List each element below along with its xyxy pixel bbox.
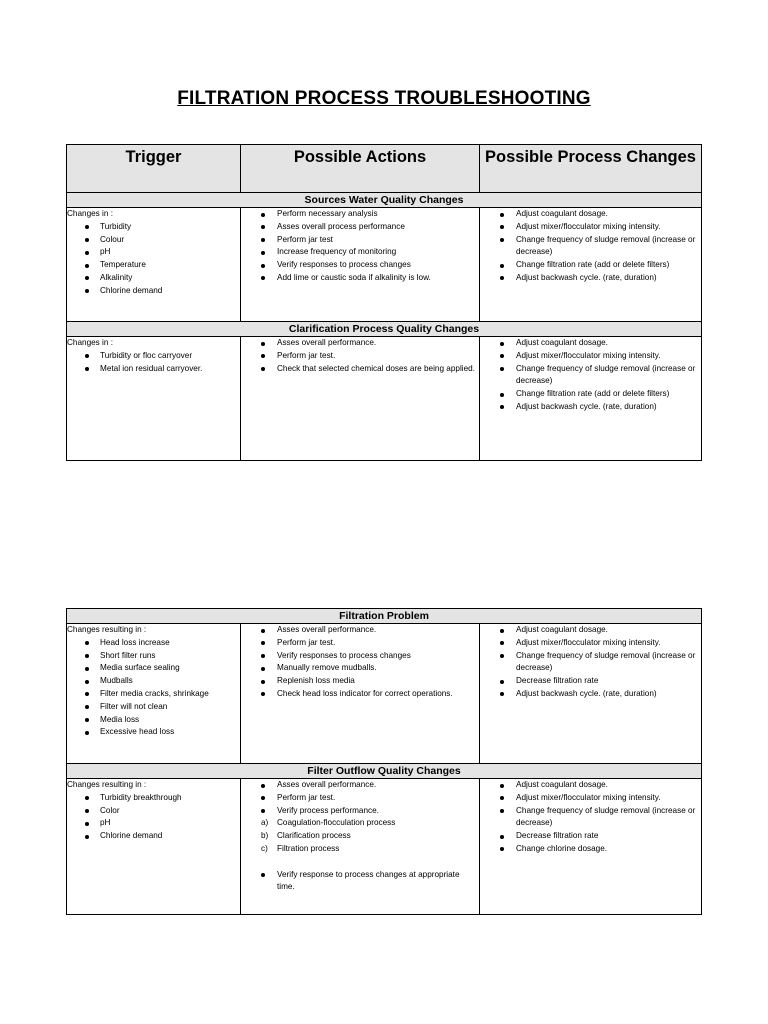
list-item: Decrease filtration rate bbox=[480, 675, 701, 688]
actions-sublist bbox=[241, 817, 479, 855]
list-item: Filter media cracks, shrinkage bbox=[67, 688, 240, 701]
sub-item-label: a) bbox=[261, 818, 269, 828]
list-item: Verify responses to process changes bbox=[241, 259, 479, 272]
table-row bbox=[67, 624, 702, 764]
list-item: pH bbox=[67, 817, 240, 830]
sub-item-text: Filtration process bbox=[277, 843, 340, 853]
list-item: Adjust coagulant dosage. bbox=[480, 779, 701, 792]
list-item: Change filtration rate (add or delete filters) bbox=[480, 388, 701, 401]
section-header-row bbox=[67, 764, 702, 779]
troubleshooting-table-1 bbox=[66, 144, 702, 461]
section-title-clarification: Clarification Process Quality Changes bbox=[67, 322, 702, 337]
list-item: Perform jar test. bbox=[241, 792, 479, 805]
actions-cell bbox=[241, 208, 480, 322]
list-item: Adjust mixer/flocculator mixing intensity. bbox=[480, 637, 701, 650]
header-trigger: Trigger bbox=[67, 145, 241, 193]
list-item: Change frequency of sludge removal (increase or decrease) bbox=[480, 234, 701, 260]
list-item: Adjust backwash cycle. (rate, duration) bbox=[480, 688, 701, 701]
list-item: Increase frequency of monitoring bbox=[241, 246, 479, 259]
list-item: Chlorine demand bbox=[67, 285, 240, 298]
list-item: Short filter runs bbox=[67, 650, 240, 663]
trigger-cell bbox=[67, 779, 241, 915]
actions-cell bbox=[241, 624, 480, 764]
list-item: Asses overall performance. bbox=[241, 779, 479, 792]
list-item: Adjust backwash cycle. (rate, duration) bbox=[480, 401, 701, 414]
changes-cell bbox=[480, 337, 702, 461]
list-item: Head loss increase bbox=[67, 637, 240, 650]
trigger-intro: Changes resulting in : bbox=[67, 625, 147, 634]
list-item: Colour bbox=[67, 234, 240, 247]
list-item: Check that selected chemical doses are being applied. bbox=[241, 363, 479, 376]
list-item: Verify response to process changes at appropriate time. bbox=[241, 869, 479, 895]
list-item: Perform jar test bbox=[241, 234, 479, 247]
list-item: Temperature bbox=[67, 259, 240, 272]
changes-list bbox=[480, 208, 701, 285]
actions-list bbox=[241, 624, 479, 701]
list-item: Change frequency of sludge removal (increase or decrease) bbox=[480, 805, 701, 831]
list-item: Adjust coagulant dosage. bbox=[480, 208, 701, 221]
list-item: Asses overall performance. bbox=[241, 624, 479, 637]
page-title: FILTRATION PROCESS TROUBLESHOOTING bbox=[177, 88, 591, 109]
section-header-row bbox=[67, 322, 702, 337]
list-item: Turbidity breakthrough bbox=[67, 792, 240, 805]
list-item: Decrease filtration rate bbox=[480, 830, 701, 843]
actions-cell bbox=[241, 337, 480, 461]
list-item: pH bbox=[67, 246, 240, 259]
list-item: Adjust backwash cycle. (rate, duration) bbox=[480, 272, 701, 285]
sub-list-item bbox=[241, 817, 479, 830]
table-row bbox=[67, 337, 702, 461]
changes-cell bbox=[480, 624, 702, 764]
list-item: Mudballs bbox=[67, 675, 240, 688]
list-item: Asses overall process performance bbox=[241, 221, 479, 234]
trigger-list bbox=[67, 221, 240, 298]
list-item: Metal ion residual carryover. bbox=[67, 363, 240, 376]
section-title-filter-outflow: Filter Outflow Quality Changes bbox=[67, 764, 702, 779]
list-item: Perform jar test. bbox=[241, 637, 479, 650]
list-item: Perform necessary analysis bbox=[241, 208, 479, 221]
list-item: Turbidity or floc carryover bbox=[67, 350, 240, 363]
section-header-row bbox=[67, 193, 702, 208]
trigger-list bbox=[67, 792, 240, 843]
changes-list bbox=[480, 779, 701, 856]
trigger-cell bbox=[67, 337, 241, 461]
list-item: Adjust mixer/flocculator mixing intensity. bbox=[480, 792, 701, 805]
list-item: Add lime or caustic soda if alkalinity is low. bbox=[241, 272, 479, 285]
list-item: Filter will not clean bbox=[67, 701, 240, 714]
list-item: Verify process performance. bbox=[241, 805, 479, 818]
section-header-row bbox=[67, 609, 702, 624]
header-possible-process-changes: Possible Process Changes bbox=[480, 145, 702, 193]
trigger-cell bbox=[67, 624, 241, 764]
trigger-intro: Changes in : bbox=[67, 209, 113, 218]
trigger-list bbox=[67, 350, 240, 376]
list-item: Chlorine demand bbox=[67, 830, 240, 843]
header-row bbox=[67, 145, 702, 193]
section-title-filtration-problem: Filtration Problem bbox=[67, 609, 702, 624]
list-item: Media loss bbox=[67, 714, 240, 727]
list-item: Check head loss indicator for correct operations. bbox=[241, 688, 479, 701]
list-item: Change filtration rate (add or delete filters) bbox=[480, 259, 701, 272]
list-item: Change frequency of sludge removal (increase or decrease) bbox=[480, 363, 701, 389]
trigger-cell bbox=[67, 208, 241, 322]
list-item: Alkalinity bbox=[67, 272, 240, 285]
trigger-intro: Changes resulting in : bbox=[67, 780, 147, 789]
sub-item-text: Coagulation-flocculation process bbox=[277, 818, 396, 828]
list-item: Color bbox=[67, 805, 240, 818]
sub-item-label: b) bbox=[261, 831, 269, 841]
actions-list bbox=[241, 208, 479, 285]
sub-list-item bbox=[241, 830, 479, 843]
actions-cell bbox=[241, 779, 480, 915]
list-item: Change chlorine dosage. bbox=[480, 843, 701, 856]
list-item: Replenish loss media bbox=[241, 675, 479, 688]
changes-list bbox=[480, 624, 701, 701]
changes-list bbox=[480, 337, 701, 414]
actions-list-continued bbox=[241, 869, 479, 895]
list-item: Manually remove mudballs. bbox=[241, 662, 479, 675]
changes-cell bbox=[480, 208, 702, 322]
header-possible-actions: Possible Actions bbox=[241, 145, 480, 193]
list-item: Perform jar test. bbox=[241, 350, 479, 363]
changes-cell bbox=[480, 779, 702, 915]
list-item: Asses overall performance. bbox=[241, 337, 479, 350]
list-item: Adjust coagulant dosage. bbox=[480, 337, 701, 350]
troubleshooting-table-2 bbox=[66, 608, 702, 915]
list-item: Excessive head loss bbox=[67, 726, 240, 739]
list-item: Change frequency of sludge removal (increase or decrease) bbox=[480, 650, 701, 676]
sub-item-text: Clarification process bbox=[277, 831, 351, 841]
list-item: Adjust mixer/flocculator mixing intensity. bbox=[480, 350, 701, 363]
actions-list bbox=[241, 337, 479, 375]
list-item: Adjust mixer/flocculator mixing intensity. bbox=[480, 221, 701, 234]
sub-list-item bbox=[241, 843, 479, 856]
trigger-intro: Changes in : bbox=[67, 338, 113, 347]
list-item: Turbidity bbox=[67, 221, 240, 234]
table-row bbox=[67, 208, 702, 322]
list-item: Verify responses to process changes bbox=[241, 650, 479, 663]
section-title-sources-water: Sources Water Quality Changes bbox=[67, 193, 702, 208]
sub-item-label: c) bbox=[261, 843, 268, 853]
trigger-list bbox=[67, 637, 240, 739]
list-item: Media surface sealing bbox=[67, 662, 240, 675]
actions-list bbox=[241, 779, 479, 817]
list-item: Adjust coagulant dosage. bbox=[480, 624, 701, 637]
table-row bbox=[67, 779, 702, 915]
